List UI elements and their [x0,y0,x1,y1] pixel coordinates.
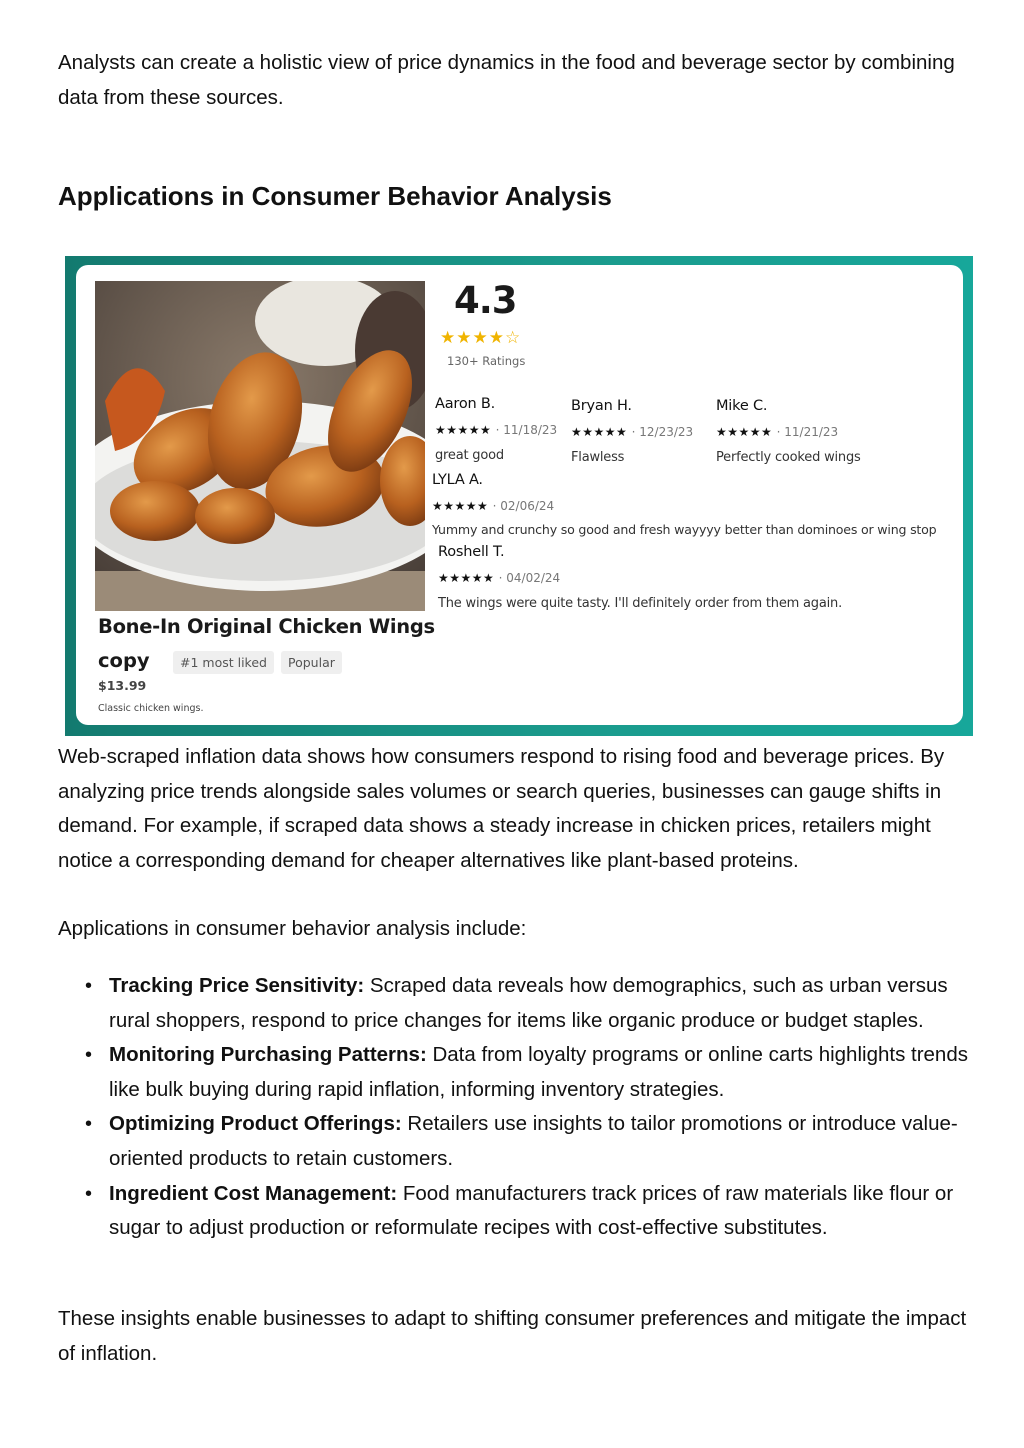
list-item [58,1177,968,1246]
review-text: Perfectly cooked wings [716,450,861,465]
list-item-title: Tracking Price Sensitivity: [109,974,365,997]
list-item-text: Scraped data reveals how demographics, such as urban versus rural shoppers, respond to price changes for items like organic produce or budget staples. [109,974,948,1032]
chicken-wings-photo [95,281,425,611]
list-item [58,969,968,1038]
rating-count: 130+ Ratings [447,354,526,368]
popular-tag: Popular [281,651,342,674]
reviewer-name: Roshell T. [438,544,505,560]
reviewer-name: Mike C. [716,398,768,414]
list-item-text: Retailers use insights to tailor promotions or introduce value-oriented products to retain customers. [109,1112,958,1170]
review-text: great good [435,448,504,463]
review-stars-icon: ★★★★★ · 11/18/23 [435,423,558,437]
dish-price: $13.99 [98,678,147,693]
list-item-title: Monitoring Purchasing Patterns: [109,1043,427,1067]
list-item-title: Optimizing Product Offerings: [109,1112,402,1136]
review-stars-icon: ★★★★★ · 04/02/24 [438,571,561,585]
review-date: · 02/06/24 [492,499,555,513]
dish-name: Bone-In Original Chicken Wings [98,615,435,638]
review-date: · 04/02/24 [498,571,561,585]
list-item-text: Data from loyalty programs or online carts highlights trends like bulk buying during rapid inflation, informing inventory strategies. [109,1043,968,1101]
list-item [58,1038,968,1107]
review-date: · 12/23/23 [631,425,694,439]
intro-paragraph: Analysts can create a holistic view of price dynamics in the food and beverage sector by combining data from these sources. [58,51,955,109]
list-item-title: Ingredient Cost Management: [109,1181,398,1205]
review-screenshot-figure [65,256,973,736]
review-stars-icon: ★★★★★ · 02/06/24 [432,499,555,513]
section-heading: Applications in Consumer Behavior Analysis [58,181,612,211]
list-item [58,1107,968,1176]
review-stars-icon: ★★★★★ · 12/23/23 [571,425,694,439]
reviewer-name: LYLA A. [432,472,483,488]
body-paragraph: Web-scraped inflation data shows how consumers respond to rising food and beverage prices. By analyzing price trends alongside sales volumes or search queries, businesses can gauge shifts in demand. For example, if scraped data shows a steady increase in chicken prices, retailers might notice a corresponding demand for cheaper alternatives like plant-based proteins. [58,745,945,872]
reviewer-name: Bryan H. [571,398,632,414]
average-rating: 4.3 [454,279,517,322]
dish-description: Classic chicken wings. [98,703,204,714]
star-rating-icon: ★★★★☆ [440,328,522,348]
review-date: · 11/21/23 [776,425,839,439]
most-liked-tag: #1 most liked [173,651,274,674]
review-text: The wings were quite tasty. I'll definitely order from them again. [438,596,843,611]
applications-list [58,969,968,1246]
dish-name-continuation: copy [98,649,150,672]
review-stars-icon: ★★★★★ · 11/21/23 [716,425,839,439]
menu-item-card [76,265,963,725]
closing-paragraph: These insights enable businesses to adapt to shifting consumer preferences and mitigate the impact of inflation. [58,1307,967,1365]
list-item-text: Food manufacturers track prices of raw materials like flour or sugar to adjust production or reformulate recipes with cost-effective substitutes. [109,1181,954,1240]
review-date: · 11/18/23 [495,423,558,437]
list-intro: Applications in consumer behavior analysis include: [58,917,527,940]
review-text: Flawless [571,450,625,465]
review-text: Yummy and crunchy so good and fresh wayyyy better than dominoes or wing stop [432,522,937,537]
reviewer-name: Aaron B. [435,396,496,412]
